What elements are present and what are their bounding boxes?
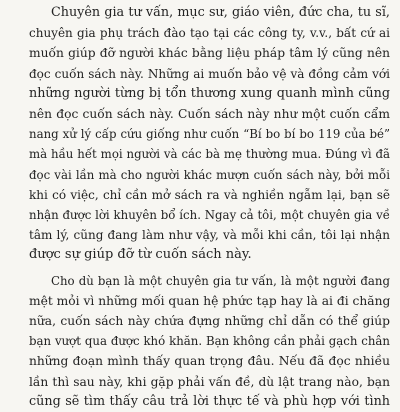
text-line: chuyên gia phụ trách đào tạo tại các công ty, v.v., bất cứ ai (29, 26, 390, 41)
text-line: mà hầu hết mọi người và các bà mẹ thường mua. Đúng vì đã (29, 147, 390, 162)
text-line: nhận được lời khuyên bổ ích. Ngay cả tôi, một chuyên gia về (29, 208, 390, 223)
text-line: Cho dù bạn là một chuyên gia tư vấn, là một người đang (51, 273, 390, 288)
paragraph-2 (29, 271, 390, 412)
text-line: muốn giúp đỡ người khác bằng liệu pháp tâm lý cũng nên (29, 46, 390, 61)
text-line: được sự giúp đỡ từ cuốn sách này. (29, 247, 252, 263)
text-line: khi có việc, chỉ cần mở sách ra và nghiền ngẫm lại, bạn sẽ (29, 187, 390, 202)
text-line: lần thì sau này, khi gặp phải vấn đề, dù lật trang nào, bạn (29, 374, 390, 389)
text-line: cũng sẽ tìm thấy câu trả lời thực tế và phù hợp với tình (29, 393, 390, 409)
text-line: đọc vài lần mà cho người khác mượn cuốn sách này, bởi mỗi (29, 167, 390, 182)
text-line: nên đọc cuốn sách này. Cuốn sách này như một cuốn cẩm (29, 107, 390, 122)
text-line: bạn vượt qua được khó khăn. Bạn không cần phải gạch chân (29, 334, 390, 349)
text-line: những đoạn mình thấy quan trọng đâu. Nếu đã đọc nhiều (29, 354, 390, 369)
text-line: nang xử lý cấp cứu giống như cuốn “Bí bo bí bo 119 của bé” (29, 127, 390, 142)
paragraph-1 (29, 3, 390, 266)
text-line: Chuyên gia tư vấn, mục sư, giáo viên, đức cha, tu sĩ, (51, 5, 390, 20)
text-line: tâm lý, cũng đang làm như vậy, và mỗi khi cần, tôi lại nhận (29, 228, 390, 243)
text-line: đọc cuốn sách này. Những ai muốn bảo vệ và đồng cảm với (29, 66, 390, 81)
text-line: nữa, cuốn sách này chứa đựng những chỉ dẫn có thể giúp (29, 314, 390, 329)
text-line: mệt mỏi vì những mối quan hệ phức tạp hay là ai đi chăng (29, 293, 391, 308)
text-line: những người từng bị tổn thương xung quanh mình cũng (29, 85, 390, 101)
